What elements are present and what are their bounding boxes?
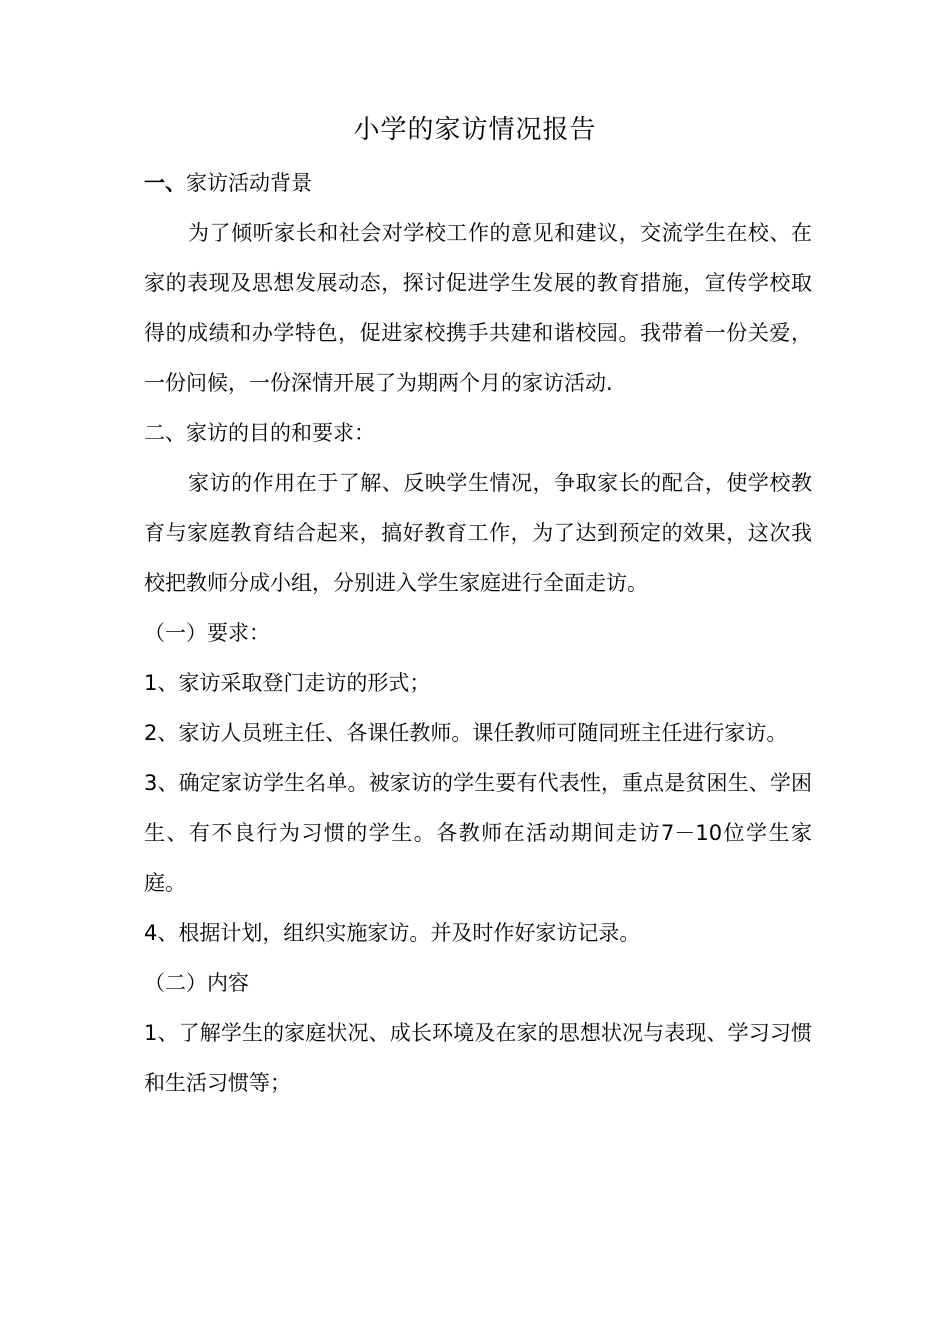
section-2-heading: 二、家访的目的和要求：: [144, 421, 375, 445]
section-1-heading: [144, 158, 812, 208]
requirement-item: 3、确定家访学生名单。被家访的学生要有代表性，重点是贫困生、学困生、有不良行为习惯的学生。各教师在活动期间走访7－10位学生家庭。: [144, 771, 812, 895]
requirement-item: 2、家访人员班主任、各课任教师。课任教师可随同班主任进行家访。: [144, 721, 788, 745]
page-title: 小学的家访情况报告: [353, 115, 597, 145]
section-1-heading-text: 家访活动背景: [186, 171, 312, 195]
section-1-paragraph: 为了倾听家长和社会对学校工作的意见和建议，交流学生在校、在家的表现及思想发展动态，探讨促进学生发展的教育措施，宣传学校取得的成绩和办学特色，促进家校携手共建和谐校园。我带着一份关爱，一份问候，一份深情开展了为期两个月的家访活动.: [144, 221, 812, 395]
section-1-number: 一、: [144, 171, 186, 195]
requirements-heading: （一）要求：: [144, 621, 270, 645]
content-item: 1、了解学生的家庭状况、成长环境及在家的思想状况与表现、学习习惯和生活习惯等；: [144, 1021, 812, 1095]
document-body: [144, 158, 812, 1108]
requirement-item: 4、根据计划，组织实施家访。并及时作好家访记录。: [144, 921, 641, 945]
section-2-paragraph: 家访的作用在于了解、反映学生情况，争取家长的配合，使学校教育与家庭教育结合起来，搞好教育工作，为了达到预定的效果，这次我校把教师分成小组，分别进入学生家庭进行全面走访。: [144, 471, 812, 595]
requirement-item: 1、家访采取登门走访的形式；: [144, 671, 431, 695]
content-heading: （二）内容: [144, 971, 249, 995]
